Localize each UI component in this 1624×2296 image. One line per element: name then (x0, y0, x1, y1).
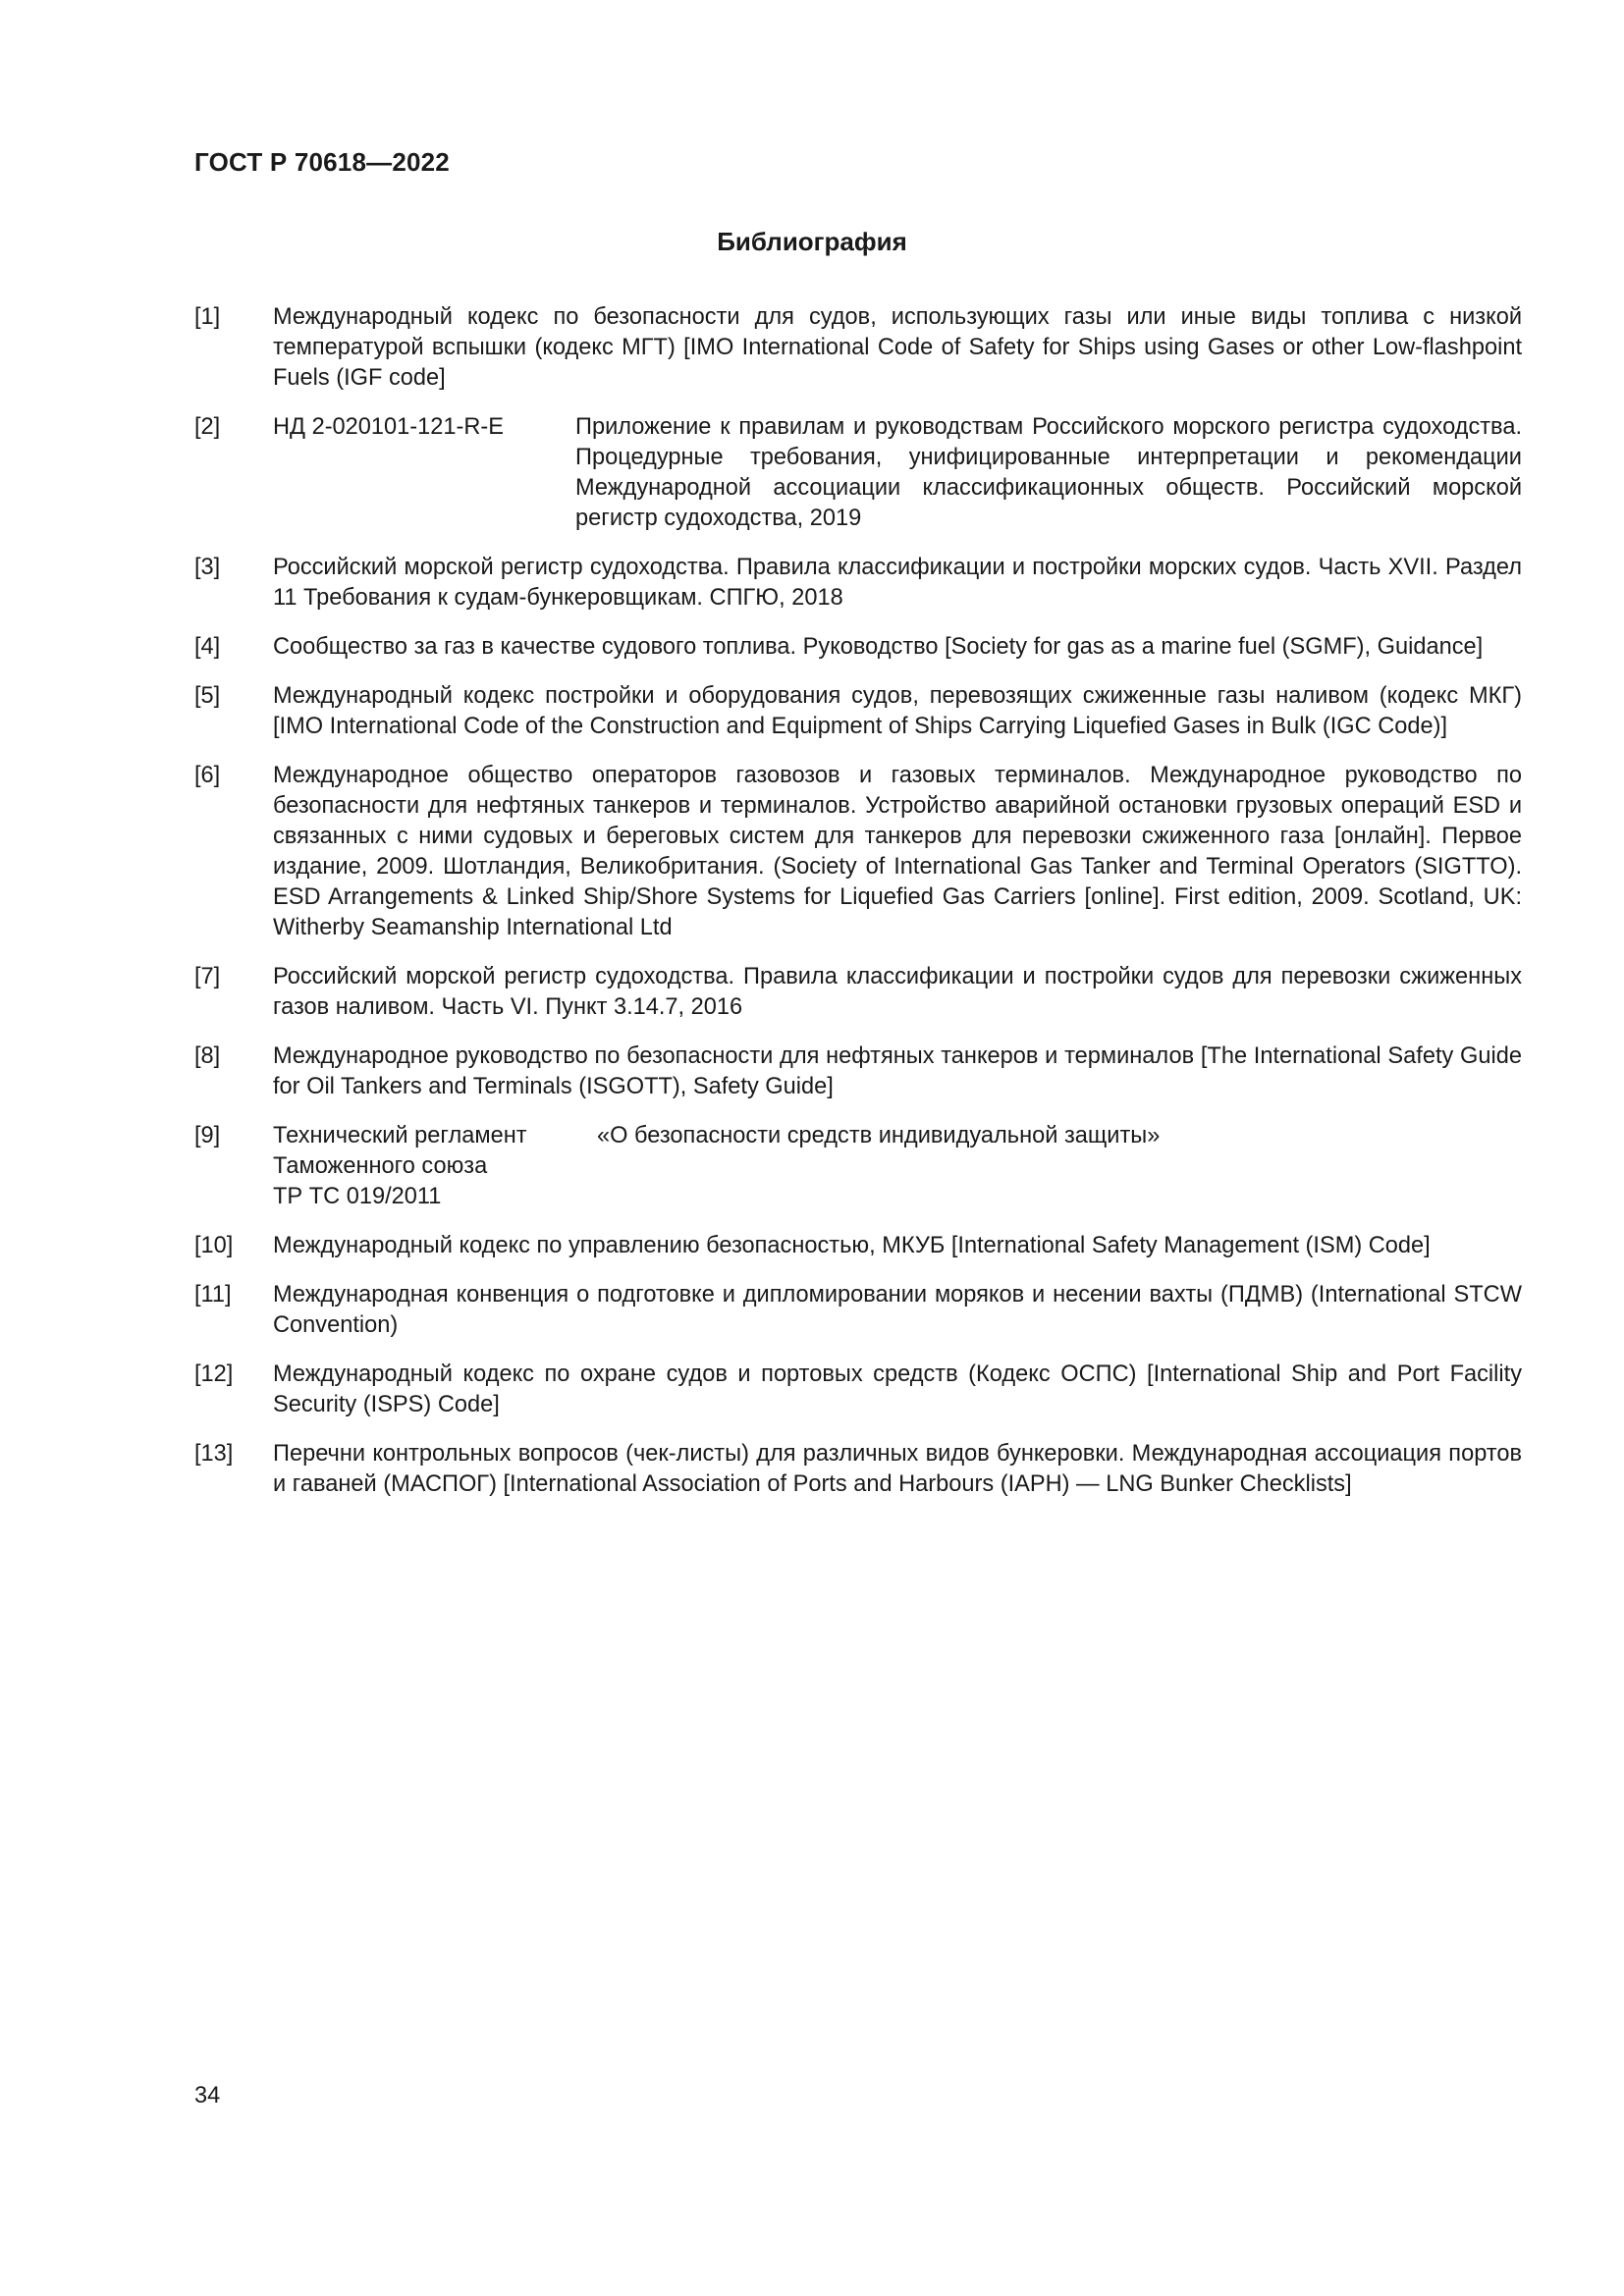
bibliography-entry (194, 412, 1522, 534)
entry-text: Российский морской регистр судоходства. Правила классификации и постройки морских судов. Часть XVII. Раздел 11 Требования к судам-бункеровщикам. СПГЮ, 2018 (273, 555, 1522, 611)
entry-number: [9] (194, 1123, 221, 1148)
bibliography-entry (194, 632, 1522, 663)
entry-number: [2] (194, 414, 221, 440)
entry-text: Международный кодекс по охране судов и портовых средств (Кодекс ОСПС) [International Ship and Port Facility Security (ISPS) Code] (273, 1362, 1522, 1417)
entry-text: Международная конвенция о подготовке и дипломировании моряков и несении вахты (ПДМВ) (International STCW Convention) (273, 1282, 1522, 1338)
entry-code-line: ТР ТС 019/2011 (273, 1184, 442, 1209)
bibliography-entry (194, 1121, 1522, 1212)
bibliography-list (194, 302, 1522, 1519)
bibliography-entry (194, 761, 1522, 943)
entry-number: [6] (194, 763, 221, 788)
entry-text: «О безопасности средств индивидуальной защиты» (597, 1123, 1161, 1148)
entry-code (273, 1121, 597, 1212)
bibliography-entry (194, 302, 1522, 394)
entry-text: Российский морской регистр судоходства. Правила классификации и постройки судов для перевозки сжиженных газов наливом. Часть VI. Пункт 3.14.7, 2016 (273, 964, 1522, 1020)
entry-text: Сообщество за газ в качестве судового топлива. Руководство [Society for gas as a marine fuel (SGMF), Guidance] (273, 634, 1484, 660)
bibliography-entry (194, 1041, 1522, 1102)
bibliography-entry (194, 1360, 1522, 1420)
entry-number: [11] (194, 1282, 232, 1308)
entry-text: Приложение к правилам и руководствам Российского морского регистра судоходства. Процедурные требования, унифицированные интерпретации и рекомендации Международной ассоциации классификационных обществ. Российский морской регистр судоходства, 2019 (575, 414, 1522, 531)
entry-number: [12] (194, 1362, 234, 1387)
entry-text: Международный кодекс по безопасности для судов, использующих газы или иные виды топлива с низкой температурой вспышки (кодекс МГТ) [IMO International Code of Safety for Ships using Gases or other Low-flashpoint Fuels (IGF code] (273, 304, 1522, 391)
entry-number: [3] (194, 555, 221, 580)
bibliography-title: Библиография (717, 227, 907, 256)
bibliography-entry (194, 1280, 1522, 1341)
bibliography-entry (194, 962, 1522, 1023)
standard-id-header: ГОСТ Р 70618—2022 (194, 147, 450, 177)
page-number: 34 (194, 2083, 221, 2109)
entry-text: Перечни контрольных вопросов (чек-листы) для различных видов бункеровки. Международная ассоциация портов и гаваней (МАСПОГ) [International Association of Ports and Harbours (IAPH) — LNG Bunker Checklists] (273, 1441, 1522, 1497)
entry-number: [8] (194, 1043, 221, 1069)
bibliography-entry (194, 1231, 1522, 1261)
entry-number: [7] (194, 964, 221, 989)
entry-text: Международное общество операторов газовозов и газовых терминалов. Международное руководство по безопасности для нефтяных танкеров и терминалов. Устройство аварийной остановки грузовых операций ESD и связанных с ними судовых и береговых систем для танкеров для перевозки сжиженного газа [онлайн]. Первое издание, 2009. Шотландия, Великобритания. (Society of International Gas Tanker and Terminal Operators (SIGTTO). ESD Arrangements & Linked Ship/Shore Systems for Liquefied Gas Carriers [online]. First edition, 2009. Scotland, UK: Witherby Seamanship International Ltd (273, 763, 1522, 940)
bibliography-entry (194, 1439, 1522, 1500)
entry-code-line: Технический регламент (273, 1123, 527, 1148)
entry-number: [1] (194, 304, 221, 330)
entry-number: [4] (194, 634, 221, 660)
entry-text: Международный кодекс по управлению безопасностью, МКУБ [International Safety Management (ISM) Code] (273, 1233, 1431, 1258)
entry-number: [10] (194, 1233, 234, 1258)
entry-number: [13] (194, 1441, 234, 1467)
bibliography-entry (194, 681, 1522, 742)
entry-text: Международный кодекс постройки и оборудования судов, перевозящих сжиженные газы наливом (кодекс МКГ) [IMO International Code of the Construction and Equipment of Ships Carrying Liquefied Gases in Bulk (IGC Code)] (273, 683, 1522, 739)
entry-number: [5] (194, 683, 221, 709)
bibliography-entry (194, 553, 1522, 614)
entry-code-line: Таможенного союза (273, 1153, 488, 1179)
entry-code: НД 2-020101-121-R-E (273, 414, 504, 440)
entry-text: Международное руководство по безопасности для нефтяных танкеров и терминалов [The International Safety Guide for Oil Tankers and Terminals (ISGOTT), Safety Guide] (273, 1043, 1522, 1099)
